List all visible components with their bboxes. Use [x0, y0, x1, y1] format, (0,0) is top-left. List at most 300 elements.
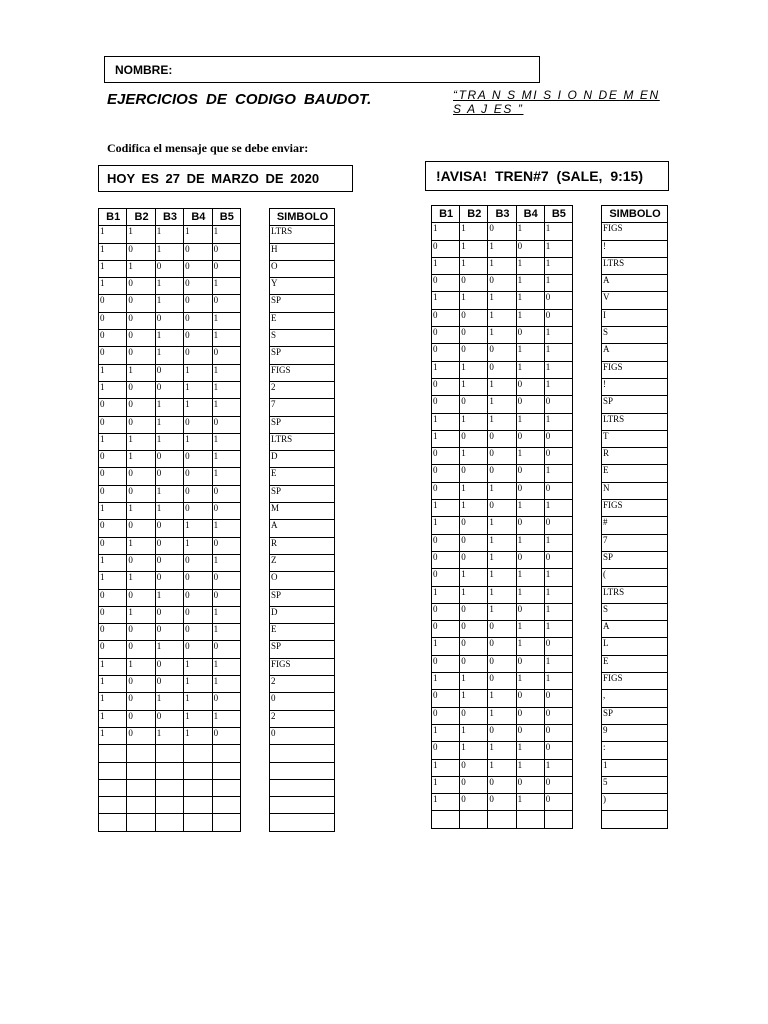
bit-cell[interactable]: 1	[516, 569, 544, 586]
symbol-cell[interactable]: V	[602, 292, 668, 309]
bit-cell[interactable]: 1	[99, 260, 127, 277]
bit-cell[interactable]: 1	[488, 551, 516, 568]
bit-cell[interactable]: 1	[488, 707, 516, 724]
bit-cell[interactable]: 1	[127, 260, 155, 277]
symbol-cell[interactable]: !	[602, 378, 668, 395]
bit-cell[interactable]: 0	[212, 572, 240, 589]
bit-cell[interactable]: 1	[155, 727, 183, 744]
bit-cell[interactable]: 1	[155, 416, 183, 433]
bit-cell[interactable]	[212, 745, 240, 762]
bit-cell[interactable]: 0	[544, 448, 572, 465]
bit-cell[interactable]: 0	[516, 603, 544, 620]
bit-cell[interactable]: 0	[516, 465, 544, 482]
bit-cell[interactable]: 0	[432, 378, 460, 395]
bit-cell[interactable]: 1	[99, 503, 127, 520]
symbol-cell[interactable]: E	[602, 465, 668, 482]
symbol-cell[interactable]: 2	[270, 381, 335, 398]
bit-cell[interactable]: 1	[544, 500, 572, 517]
bit-cell[interactable]: 0	[127, 727, 155, 744]
bit-cell[interactable]: 1	[488, 292, 516, 309]
bit-cell[interactable]: 1	[212, 624, 240, 641]
symbol-cell[interactable]: 7	[270, 399, 335, 416]
bit-cell[interactable]: 0	[544, 776, 572, 793]
bit-cell[interactable]: 1	[432, 517, 460, 534]
bit-cell[interactable]: 1	[488, 413, 516, 430]
bit-cell[interactable]: 0	[99, 399, 127, 416]
bit-cell[interactable]: 1	[488, 378, 516, 395]
bit-cell[interactable]: 0	[127, 295, 155, 312]
bit-cell[interactable]: 1	[212, 433, 240, 450]
bit-cell[interactable]: 0	[516, 517, 544, 534]
bit-cell[interactable]: 0	[488, 223, 516, 240]
bit-cell[interactable]: 1	[155, 485, 183, 502]
bit-cell[interactable]: 1	[432, 673, 460, 690]
bit-cell[interactable]: 0	[460, 344, 488, 361]
bit-cell[interactable]: 0	[432, 465, 460, 482]
bit-cell[interactable]: 0	[155, 364, 183, 381]
bit-cell[interactable]: 0	[544, 690, 572, 707]
bit-cell[interactable]: 1	[516, 413, 544, 430]
bit-cell[interactable]: 1	[184, 727, 212, 744]
bit-cell[interactable]: 1	[460, 742, 488, 759]
bit-cell[interactable]: 1	[212, 330, 240, 347]
bit-cell[interactable]: 1	[127, 226, 155, 243]
symbol-cell[interactable]: E	[270, 468, 335, 485]
bit-cell[interactable]: 1	[460, 482, 488, 499]
bit-cell[interactable]: 1	[432, 638, 460, 655]
bit-cell[interactable]: 0	[544, 794, 572, 811]
bit-cell[interactable]: 1	[127, 433, 155, 450]
bit-cell[interactable]: 0	[516, 776, 544, 793]
bit-cell[interactable]: 1	[488, 309, 516, 326]
bit-cell[interactable]	[212, 762, 240, 779]
bit-cell[interactable]: 1	[432, 586, 460, 603]
symbol-cell[interactable]	[270, 797, 335, 814]
bit-cell[interactable]: 0	[544, 517, 572, 534]
bit-cell[interactable]: 0	[127, 243, 155, 260]
bit-cell[interactable]: 0	[155, 451, 183, 468]
bit-cell[interactable]: 0	[212, 260, 240, 277]
bit-cell[interactable]: 0	[516, 655, 544, 672]
bit-cell[interactable]	[155, 745, 183, 762]
bit-cell[interactable]: 0	[184, 606, 212, 623]
bit-cell[interactable]: 1	[184, 676, 212, 693]
bit-cell[interactable]: 0	[127, 589, 155, 606]
bit-cell[interactable]: 0	[155, 260, 183, 277]
bit-cell[interactable]: 1	[488, 759, 516, 776]
symbol-cell[interactable]: O	[270, 260, 335, 277]
symbol-cell[interactable]: SP	[602, 396, 668, 413]
bit-cell[interactable]: 1	[516, 638, 544, 655]
bit-cell[interactable]: 0	[432, 275, 460, 292]
name-field[interactable]	[104, 56, 540, 83]
bit-cell[interactable]: 1	[212, 312, 240, 329]
symbol-cell[interactable]: I	[602, 309, 668, 326]
symbol-cell[interactable]: Z	[270, 554, 335, 571]
bit-cell[interactable]: 1	[488, 603, 516, 620]
bit-cell[interactable]: 1	[127, 572, 155, 589]
bit-cell[interactable]: 1	[460, 292, 488, 309]
bit-cell[interactable]: 1	[488, 396, 516, 413]
bit-cell[interactable]: 1	[155, 589, 183, 606]
bit-cell[interactable]: 1	[99, 727, 127, 744]
bit-cell[interactable]	[184, 762, 212, 779]
bit-cell[interactable]: 1	[99, 226, 127, 243]
bit-cell[interactable]: 0	[184, 278, 212, 295]
bit-cell[interactable]: 0	[127, 710, 155, 727]
bit-cell[interactable]: 0	[432, 327, 460, 344]
bit-cell[interactable]: 0	[155, 381, 183, 398]
symbol-cell[interactable]: 5	[602, 776, 668, 793]
symbol-cell[interactable]: FIGS	[602, 673, 668, 690]
symbol-cell[interactable]: SP	[270, 589, 335, 606]
bit-cell[interactable]: 0	[212, 693, 240, 710]
bit-cell[interactable]: 0	[432, 569, 460, 586]
bit-cell[interactable]: 1	[516, 292, 544, 309]
bit-cell[interactable]: 0	[432, 240, 460, 257]
bit-cell[interactable]: 0	[184, 503, 212, 520]
symbol-cell[interactable]: :	[602, 742, 668, 759]
bit-cell[interactable]: 0	[460, 707, 488, 724]
symbol-cell[interactable]: E	[270, 312, 335, 329]
bit-cell[interactable]: 0	[460, 551, 488, 568]
bit-cell[interactable]: 0	[516, 724, 544, 741]
bit-cell[interactable]: 1	[544, 257, 572, 274]
bit-cell[interactable]: 0	[460, 655, 488, 672]
bit-cell[interactable]: 1	[432, 759, 460, 776]
bit-cell[interactable]: 1	[184, 399, 212, 416]
bit-cell[interactable]: 0	[544, 482, 572, 499]
bit-cell[interactable]: 1	[212, 278, 240, 295]
bit-cell[interactable]: 0	[127, 693, 155, 710]
bit-cell[interactable]: 0	[488, 344, 516, 361]
symbol-cell[interactable]: LTRS	[602, 257, 668, 274]
bit-cell[interactable]: 1	[432, 776, 460, 793]
bit-cell[interactable]	[184, 745, 212, 762]
bit-cell[interactable]: 0	[460, 275, 488, 292]
bit-cell[interactable]: 1	[99, 278, 127, 295]
bit-cell[interactable]	[127, 779, 155, 796]
bit-cell[interactable]: 0	[127, 554, 155, 571]
bit-cell[interactable]: 0	[99, 312, 127, 329]
symbol-cell[interactable]: T	[602, 430, 668, 447]
symbol-cell[interactable]: FIGS	[270, 658, 335, 675]
bit-cell[interactable]: 1	[544, 655, 572, 672]
bit-cell[interactable]: 1	[544, 361, 572, 378]
bit-cell[interactable]: 1	[460, 361, 488, 378]
bit-cell[interactable]: 0	[155, 554, 183, 571]
bit-cell[interactable]: 1	[212, 364, 240, 381]
bit-cell[interactable]: 1	[155, 433, 183, 450]
symbol-cell[interactable]: LTRS	[602, 586, 668, 603]
bit-cell[interactable]: 1	[99, 693, 127, 710]
bit-cell[interactable]: 0	[516, 707, 544, 724]
bit-cell[interactable]: 1	[184, 226, 212, 243]
symbol-cell[interactable]: 7	[602, 534, 668, 551]
bit-cell[interactable]: 0	[488, 465, 516, 482]
bit-cell[interactable]: 1	[516, 586, 544, 603]
bit-cell[interactable]: 1	[544, 240, 572, 257]
symbol-cell[interactable]	[270, 814, 335, 831]
bit-cell[interactable]: 1	[544, 344, 572, 361]
symbol-cell[interactable]	[602, 811, 668, 828]
bit-cell[interactable]: 1	[516, 275, 544, 292]
bit-cell[interactable]: 0	[460, 465, 488, 482]
bit-cell[interactable]: 0	[488, 448, 516, 465]
bit-cell[interactable]: 0	[488, 673, 516, 690]
symbol-cell[interactable]: S	[270, 330, 335, 347]
bit-cell[interactable]: 1	[99, 381, 127, 398]
bit-cell[interactable]: 1	[516, 309, 544, 326]
symbol-cell[interactable]: #	[602, 517, 668, 534]
bit-cell[interactable]: 1	[488, 240, 516, 257]
bit-cell[interactable]: 0	[544, 724, 572, 741]
symbol-cell[interactable]: A	[602, 275, 668, 292]
bit-cell[interactable]: 1	[212, 451, 240, 468]
bit-cell[interactable]: 0	[460, 759, 488, 776]
bit-cell[interactable]: 0	[99, 468, 127, 485]
bit-cell[interactable]: 1	[516, 742, 544, 759]
bit-cell[interactable]: 0	[516, 327, 544, 344]
bit-cell[interactable]: 1	[212, 399, 240, 416]
bit-cell[interactable]: 1	[516, 759, 544, 776]
bit-cell[interactable]: 1	[516, 534, 544, 551]
bit-cell[interactable]: 1	[432, 292, 460, 309]
bit-cell[interactable]: 0	[184, 572, 212, 589]
bit-cell[interactable]: 1	[460, 500, 488, 517]
bit-cell[interactable]: 1	[99, 364, 127, 381]
bit-cell[interactable]: 0	[184, 295, 212, 312]
bit-cell[interactable]: 1	[516, 344, 544, 361]
bit-cell[interactable]: 0	[155, 520, 183, 537]
bit-cell[interactable]: 1	[99, 433, 127, 450]
bit-cell[interactable]: 0	[212, 641, 240, 658]
bit-cell[interactable]: 0	[432, 742, 460, 759]
bit-cell[interactable]	[184, 814, 212, 831]
bit-cell[interactable]: 0	[212, 243, 240, 260]
bit-cell[interactable]: 0	[488, 776, 516, 793]
bit-cell[interactable]: 1	[460, 569, 488, 586]
symbol-cell[interactable]: A	[602, 621, 668, 638]
bit-cell[interactable]: 0	[516, 430, 544, 447]
bit-cell[interactable]: 1	[544, 586, 572, 603]
symbol-cell[interactable]: SP	[270, 295, 335, 312]
bit-cell[interactable]: 1	[488, 482, 516, 499]
bit-cell[interactable]: 1	[516, 500, 544, 517]
bit-cell[interactable]: 0	[488, 500, 516, 517]
bit-cell[interactable]: 1	[155, 503, 183, 520]
bit-cell[interactable]: 0	[127, 468, 155, 485]
bit-cell[interactable]: 0	[544, 309, 572, 326]
bit-cell[interactable]: 1	[516, 621, 544, 638]
bit-cell[interactable]: 1	[127, 537, 155, 554]
symbol-cell[interactable]: SP	[270, 347, 335, 364]
bit-cell[interactable]: 0	[488, 655, 516, 672]
bit-cell[interactable]: 1	[488, 586, 516, 603]
bit-cell[interactable]: 0	[544, 742, 572, 759]
bit-cell[interactable]: 0	[460, 396, 488, 413]
bit-cell[interactable]: 1	[488, 569, 516, 586]
bit-cell[interactable]: 0	[155, 624, 183, 641]
bit-cell[interactable]: 1	[544, 759, 572, 776]
bit-cell[interactable]: 1	[212, 606, 240, 623]
bit-cell[interactable]: 1	[460, 240, 488, 257]
bit-cell[interactable]: 1	[184, 364, 212, 381]
symbol-cell[interactable]: LTRS	[270, 226, 335, 243]
bit-cell[interactable]: 0	[460, 309, 488, 326]
bit-cell[interactable]: 0	[127, 520, 155, 537]
bit-cell[interactable]: 1	[155, 243, 183, 260]
symbol-cell[interactable]: 9	[602, 724, 668, 741]
bit-cell[interactable]	[99, 779, 127, 796]
symbol-cell[interactable]: A	[602, 344, 668, 361]
bit-cell[interactable]: 0	[99, 485, 127, 502]
symbol-cell[interactable]: H	[270, 243, 335, 260]
bit-cell[interactable]: 1	[488, 327, 516, 344]
bit-cell[interactable]: 0	[99, 295, 127, 312]
bit-cell[interactable]: 1	[155, 641, 183, 658]
bit-cell[interactable]: 0	[432, 655, 460, 672]
bit-cell[interactable]: 1	[516, 223, 544, 240]
bit-cell[interactable]: 0	[460, 517, 488, 534]
bit-cell[interactable]: 1	[432, 257, 460, 274]
bit-cell[interactable]: 0	[127, 330, 155, 347]
bit-cell[interactable]	[460, 811, 488, 828]
bit-cell[interactable]: 0	[432, 482, 460, 499]
bit-cell[interactable]: 1	[212, 468, 240, 485]
bit-cell[interactable]: 1	[184, 710, 212, 727]
bit-cell[interactable]: 0	[212, 347, 240, 364]
bit-cell[interactable]: 1	[544, 465, 572, 482]
bit-cell[interactable]: 0	[155, 710, 183, 727]
bit-cell[interactable]: 0	[488, 638, 516, 655]
symbol-cell[interactable]: 2	[270, 710, 335, 727]
bit-cell[interactable]: 1	[212, 381, 240, 398]
bit-cell[interactable]	[99, 814, 127, 831]
bit-cell[interactable]: 1	[184, 658, 212, 675]
bit-cell[interactable]: 1	[432, 430, 460, 447]
bit-cell[interactable]: 0	[127, 278, 155, 295]
bit-cell[interactable]: 0	[488, 621, 516, 638]
symbol-cell[interactable]: SP	[270, 416, 335, 433]
bit-cell[interactable]: 0	[127, 381, 155, 398]
bit-cell[interactable]: 1	[544, 413, 572, 430]
bit-cell[interactable]: 1	[488, 257, 516, 274]
bit-cell[interactable]: 1	[155, 330, 183, 347]
bit-cell[interactable]: 1	[127, 503, 155, 520]
bit-cell[interactable]: 0	[212, 295, 240, 312]
bit-cell[interactable]: 1	[155, 278, 183, 295]
bit-cell[interactable]	[184, 797, 212, 814]
bit-cell[interactable]: 1	[544, 569, 572, 586]
bit-cell[interactable]: 1	[99, 243, 127, 260]
bit-cell[interactable]: 1	[544, 673, 572, 690]
bit-cell[interactable]: 1	[212, 710, 240, 727]
bit-cell[interactable]	[155, 814, 183, 831]
bit-cell[interactable]: 0	[212, 537, 240, 554]
bit-cell[interactable]: 0	[127, 312, 155, 329]
symbol-cell[interactable]: FIGS	[602, 223, 668, 240]
bit-cell[interactable]: 1	[516, 673, 544, 690]
bit-cell[interactable]: 1	[155, 295, 183, 312]
bit-cell[interactable]: 1	[99, 676, 127, 693]
bit-cell[interactable]: 1	[184, 693, 212, 710]
bit-cell[interactable]: 1	[432, 361, 460, 378]
bit-cell[interactable]: 0	[184, 243, 212, 260]
bit-cell[interactable]: 1	[544, 275, 572, 292]
bit-cell[interactable]: 0	[212, 503, 240, 520]
bit-cell[interactable]: 1	[460, 448, 488, 465]
bit-cell[interactable]	[99, 797, 127, 814]
bit-cell[interactable]: 1	[516, 361, 544, 378]
bit-cell[interactable]: 0	[544, 707, 572, 724]
bit-cell[interactable]: 1	[544, 327, 572, 344]
bit-cell[interactable]	[155, 762, 183, 779]
bit-cell[interactable]: 0	[127, 676, 155, 693]
bit-cell[interactable]	[127, 814, 155, 831]
bit-cell[interactable]: 1	[460, 413, 488, 430]
symbol-cell[interactable]	[270, 762, 335, 779]
bit-cell[interactable]: 1	[488, 534, 516, 551]
bit-cell[interactable]	[99, 762, 127, 779]
symbol-cell[interactable]: 1	[602, 759, 668, 776]
symbol-cell[interactable]: 0	[270, 693, 335, 710]
bit-cell[interactable]: 0	[127, 624, 155, 641]
bit-cell[interactable]: 1	[127, 364, 155, 381]
bit-cell[interactable]: 0	[99, 416, 127, 433]
bit-cell[interactable]: 1	[127, 451, 155, 468]
bit-cell[interactable]	[99, 745, 127, 762]
bit-cell[interactable]: 1	[184, 537, 212, 554]
bit-cell[interactable]: 1	[155, 693, 183, 710]
symbol-cell[interactable]: SP	[270, 485, 335, 502]
bit-cell[interactable]: 0	[127, 416, 155, 433]
symbol-cell[interactable]: E	[270, 624, 335, 641]
bit-cell[interactable]: 0	[99, 624, 127, 641]
bit-cell[interactable]: 0	[184, 347, 212, 364]
bit-cell[interactable]: 0	[516, 240, 544, 257]
bit-cell[interactable]: 0	[184, 312, 212, 329]
bit-cell[interactable]: 0	[460, 430, 488, 447]
symbol-cell[interactable]	[270, 745, 335, 762]
bit-cell[interactable]: 0	[488, 430, 516, 447]
symbol-cell[interactable]: SP	[602, 707, 668, 724]
bit-cell[interactable]: 0	[432, 603, 460, 620]
bit-cell[interactable]	[488, 811, 516, 828]
bit-cell[interactable]: 1	[544, 223, 572, 240]
bit-cell[interactable]: 1	[184, 381, 212, 398]
bit-cell[interactable]: 1	[184, 433, 212, 450]
bit-cell[interactable]: 1	[460, 690, 488, 707]
bit-cell[interactable]: 0	[155, 658, 183, 675]
bit-cell[interactable]: 1	[432, 724, 460, 741]
bit-cell[interactable]: 0	[460, 534, 488, 551]
symbol-cell[interactable]: FIGS	[602, 361, 668, 378]
bit-cell[interactable]: 0	[99, 537, 127, 554]
bit-cell[interactable]: 1	[212, 520, 240, 537]
bit-cell[interactable]: 0	[127, 347, 155, 364]
bit-cell[interactable]: 1	[212, 676, 240, 693]
bit-cell[interactable]: 0	[432, 309, 460, 326]
symbol-cell[interactable]: O	[270, 572, 335, 589]
bit-cell[interactable]: 1	[544, 534, 572, 551]
bit-cell[interactable]: 0	[516, 378, 544, 395]
bit-cell[interactable]: 0	[212, 589, 240, 606]
bit-cell[interactable]: 1	[432, 500, 460, 517]
bit-cell[interactable]: 0	[460, 794, 488, 811]
bit-cell[interactable]: 1	[516, 448, 544, 465]
bit-cell[interactable]: 0	[460, 327, 488, 344]
